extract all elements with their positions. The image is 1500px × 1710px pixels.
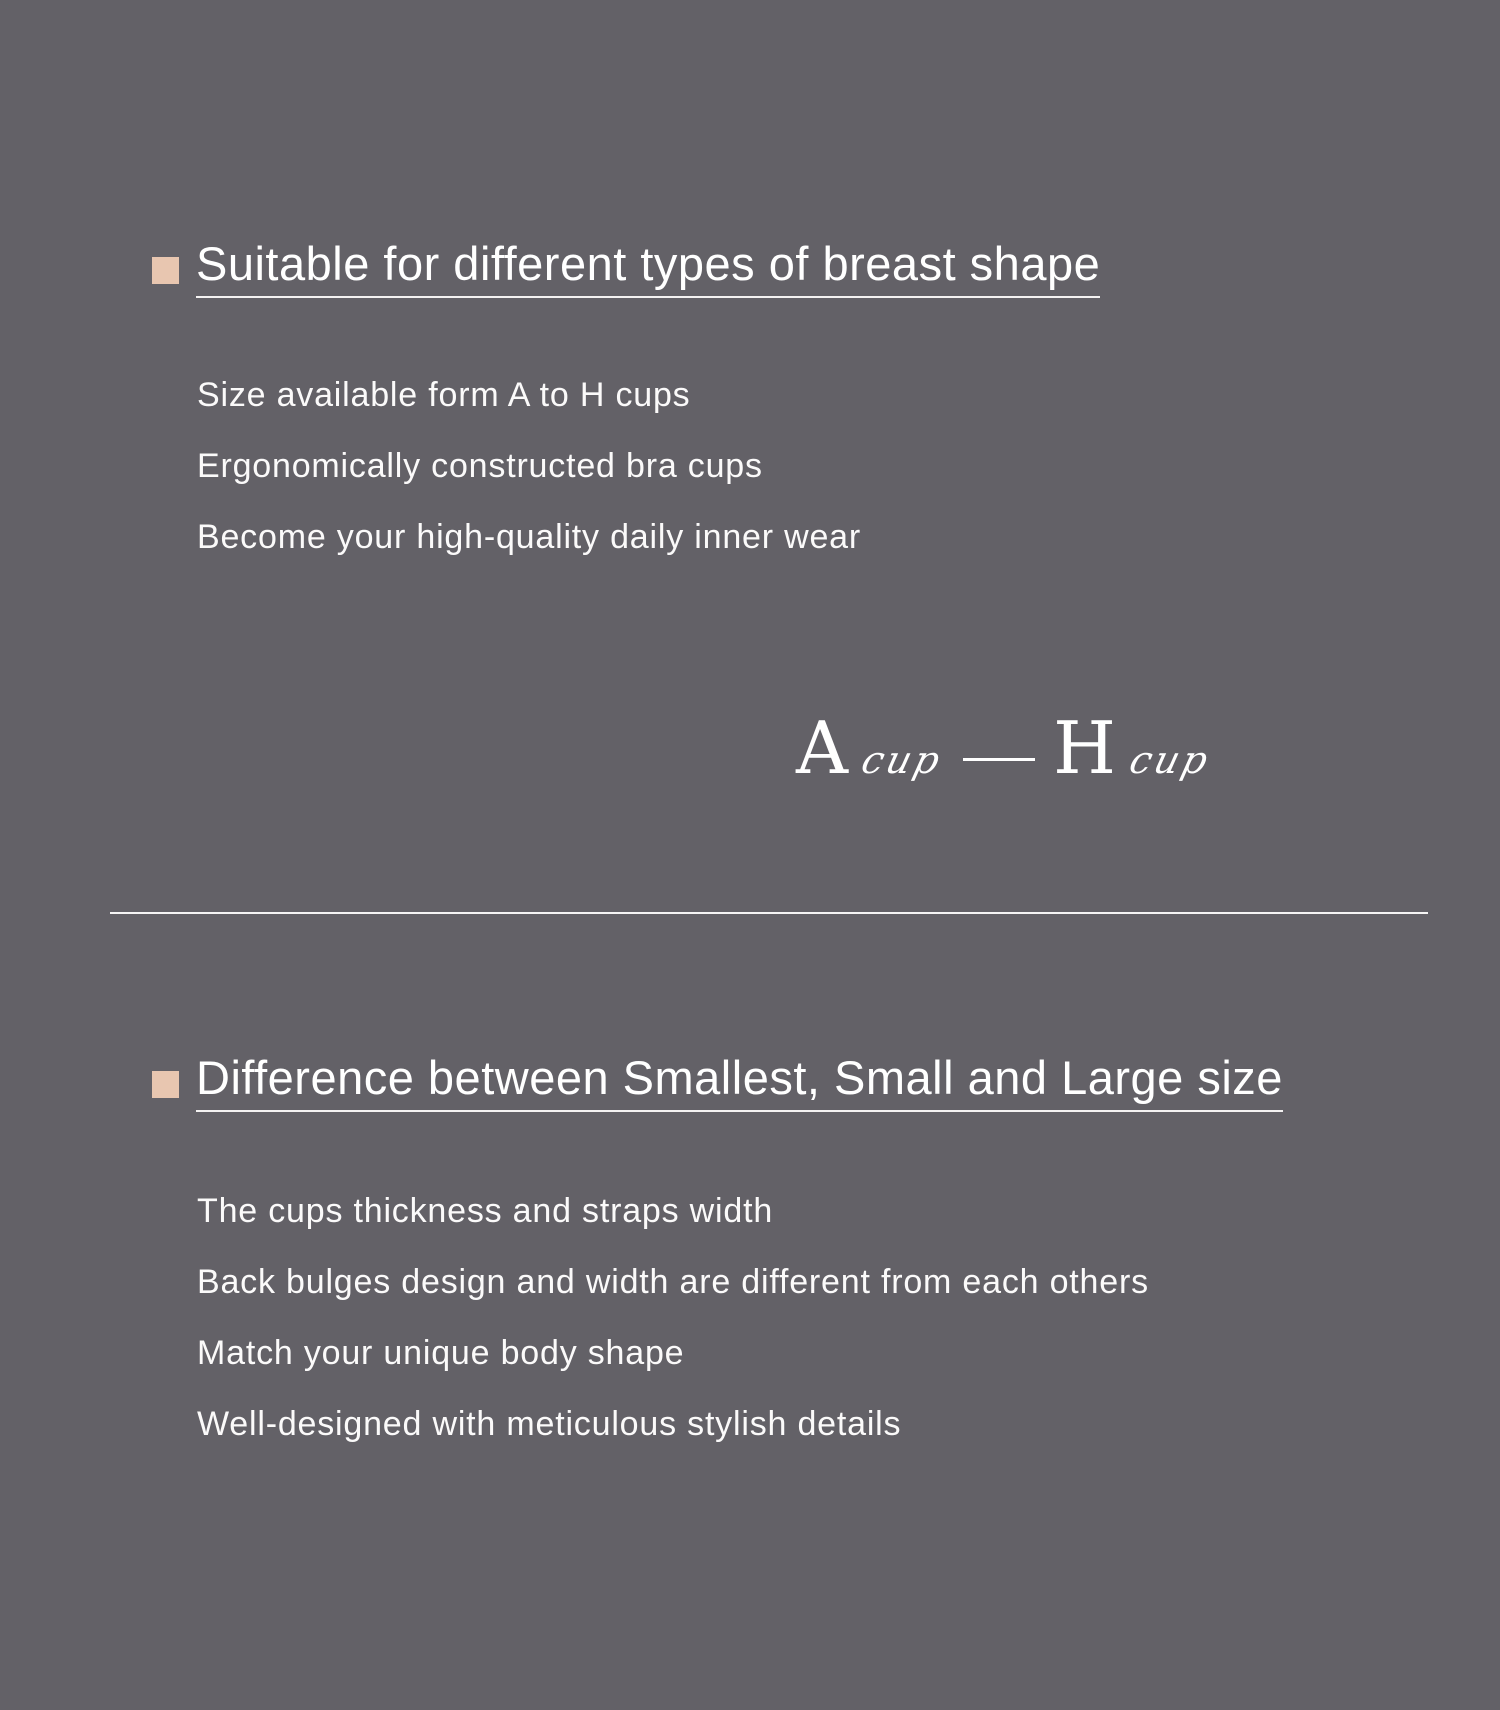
feature-line-back-bulges: Back bulges design and width are different from each others [197,1263,1149,1301]
cup-range-end-label: cup [1125,738,1216,782]
feature-line-size-range: Size available form A to H cups [197,376,691,414]
cup-range-start-label: cup [857,738,948,782]
cup-range-end-letter: H [1053,706,1116,790]
section-suitable-heading: Suitable for different types of breast shape [196,238,1100,298]
section-difference-body [197,1194,1149,1478]
feature-line-ergonomic: Ergonomically constructed bra cups [197,447,763,485]
accent-square-icon [152,257,179,284]
feature-line-stylish-details: Well-designed with meticulous stylish details [197,1405,902,1443]
section-divider [110,912,1428,914]
section-difference-heading-row [152,1052,1283,1112]
feature-line-cup-thickness: The cups thickness and straps width [197,1192,774,1230]
section-suitable-body [197,378,861,591]
feature-line-body-shape: Match your unique body shape [197,1334,685,1372]
cup-range-dash-icon [963,758,1035,761]
feature-line-daily-wear: Become your high-quality daily inner wear [197,518,862,556]
cup-range-graphic [796,706,1216,790]
cup-range-start-letter: A [796,706,848,790]
accent-square-icon [152,1071,179,1098]
section-difference-heading: Difference between Smallest, Small and Large size [196,1052,1283,1112]
section-suitable-heading-row [152,238,1100,298]
